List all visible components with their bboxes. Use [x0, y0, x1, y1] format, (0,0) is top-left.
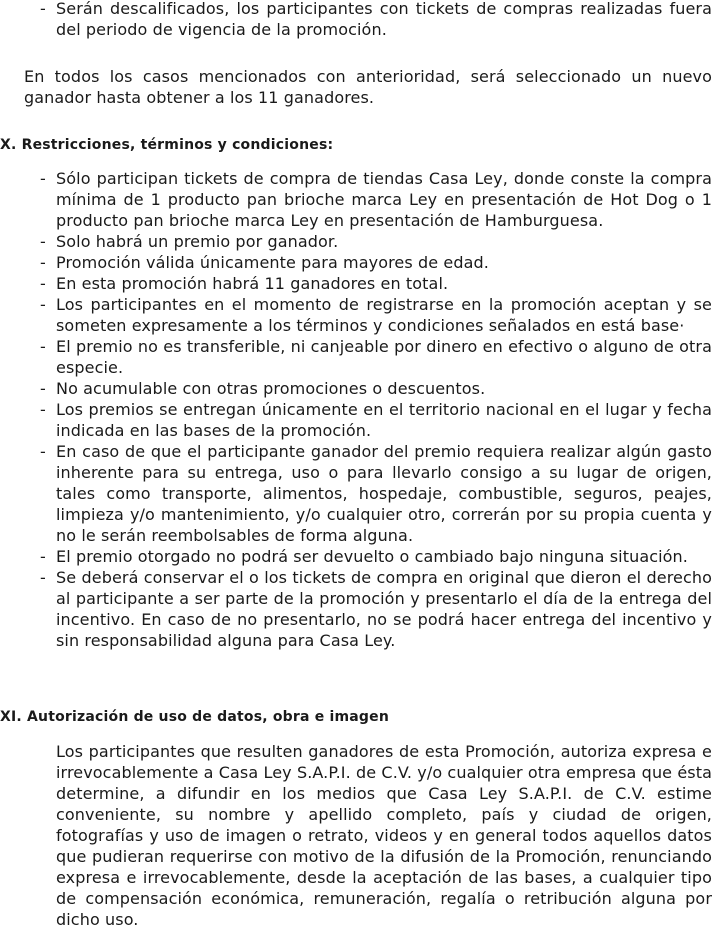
- list-item: - Promoción válida únicamente para mayores de edad.: [40, 253, 489, 272]
- list-item-text: Serán descalificados, los participantes con tickets de compras realizadas fuera del periodo de vigencia de la promoción.: [56, 0, 712, 39]
- list-item: - Los participantes en el momento de registrarse en la promoción aceptan y se someten expresamente a los términos y condiciones señalados en está base·: [40, 295, 712, 335]
- list-item: - Se deberá conservar el o los tickets de compra en original que dieron el derecho al participante a ser parte de la promoción y presentarlo el día de la entrega del incentivo. En caso de no presentarlo, no se podrá hacer entrega del incentivo y sin responsabilidad alguna para Casa Ley.: [40, 568, 712, 650]
- section-x-list: [40, 168, 712, 651]
- list-item: - Solo habrá un premio por ganador.: [40, 232, 339, 251]
- dash-bullet: -: [40, 0, 46, 18]
- section-xi-heading: XI. Autorización de uso de datos, obra e imagen: [0, 709, 389, 725]
- list-item: - En esta promoción habrá 11 ganadores en total.: [40, 274, 449, 293]
- list-item: - El premio no es transferible, ni canjeable por dinero en efectivo o alguno de otra especie.: [40, 337, 712, 377]
- top-bullet-list: [40, 0, 712, 40]
- section-xi-paragraph: Los participantes que resulten ganadores de esta Promoción, autoriza expresa e irrevocablemente a Casa Ley S.A.P.I. de C.V. y/o cualquier otra empresa que ésta determine, a difundir en los medios que Casa Ley S.A.P.I. de C.V. estime conveniente, su nombre y apellido completo, país y ciudad de origen, fotografías y uso de imagen o retrato, videos y en general todos aquellos datos que pudieran requerirse con motivo de la difusión de la Promoción, renunciando expresa e irrevocablemente, desde la aceptación de las bases, a cualquier tipo de compensación económica, remuneración, regalía o retribución alguna por dicho uso.: [56, 742, 712, 929]
- section-x-heading: X. Restricciones, términos y condiciones:: [0, 137, 334, 153]
- intro-paragraph: En todos los casos mencionados con anterioridad, será seleccionado un nuevo ganador hasta obtener a los 11 ganadores.: [24, 67, 712, 107]
- list-item: - Los premios se entregan únicamente en el territorio nacional en el lugar y fecha indicada en las bases de la promoción.: [40, 400, 712, 440]
- list-item: - Sólo participan tickets de compra de tiendas Casa Ley, donde conste la compra mínima de 1 producto pan brioche marca Ley en presentación de Hot Dog o 1 producto pan brioche marca Ley en presentación de Hamburguesa.: [40, 169, 712, 230]
- list-item: - El premio otorgado no podrá ser devuelto o cambiado bajo ninguna situación.: [40, 547, 688, 566]
- list-item: - En caso de que el participante ganador del premio requiera realizar algún gasto inherente para su entrega, uso o para llevarlo consigo a su lugar de origen, tales como transporte, alimentos, hospedaje, combustible, seguros, peajes, limpieza y/o mantenimiento, y/o cualquier otro, correrán por su propia cuenta y no le serán reembolsables de forma alguna.: [40, 442, 712, 545]
- list-item: - No acumulable con otras promociones o descuentos.: [40, 379, 486, 398]
- list-item: [40, 0, 712, 40]
